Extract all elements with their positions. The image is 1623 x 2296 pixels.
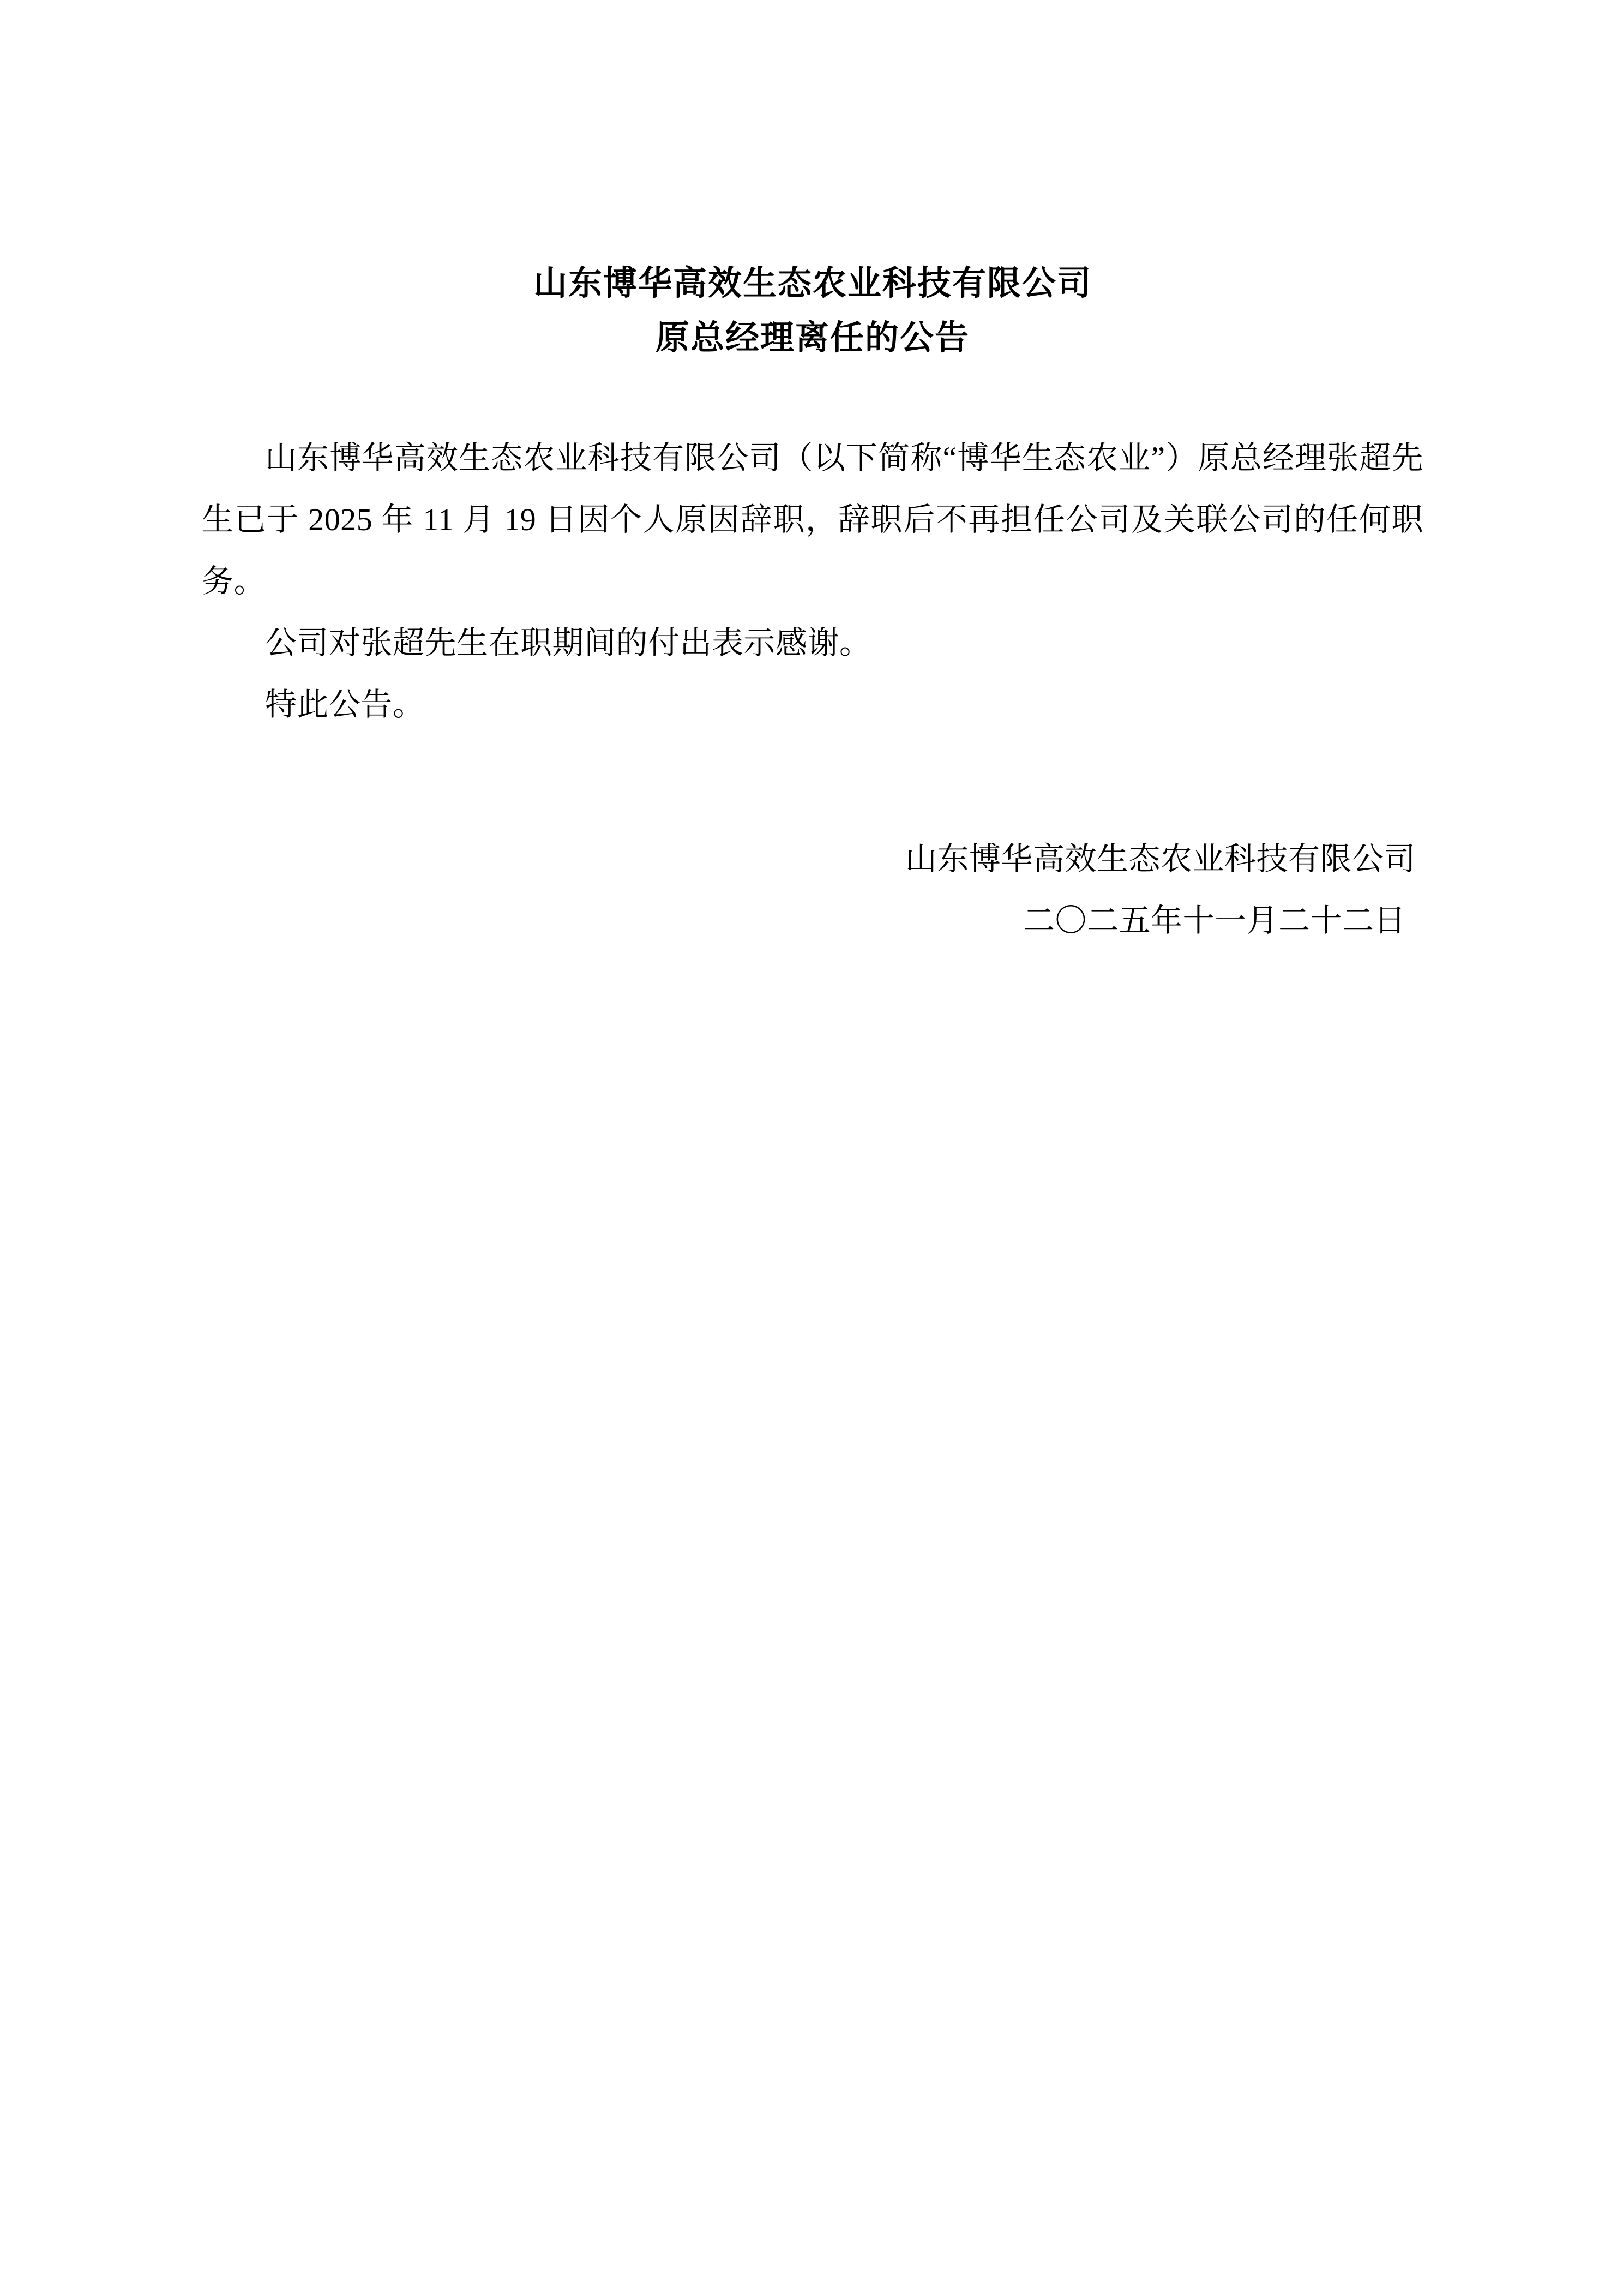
title-line-1: 山东博华高效生态农业科技有限公司 (533, 265, 1092, 302)
paragraph-1: 山东博华高效生态农业科技有限公司（以下简称“博华生态农业”）原总经理张超先生已于 2025 年 11 月 19 日因个人原因辞职，辞职后不再担任公司及关联公司的任何职务。 (202, 440, 1423, 600)
document-content (202, 256, 1423, 952)
document-body (202, 427, 1423, 735)
paragraph-2: 公司对张超先生在职期间的付出表示感谢。 (265, 625, 871, 661)
title-line-2: 原总经理离任的公告 (655, 320, 970, 357)
signature-block (202, 828, 1423, 951)
paragraph-3: 特此公告。 (265, 687, 425, 723)
signature-company: 山东博华高效生态农业科技有限公司 (905, 841, 1416, 877)
signature-date: 二〇二五年十一月二十二日 (1023, 903, 1406, 939)
page-title (202, 256, 1423, 366)
